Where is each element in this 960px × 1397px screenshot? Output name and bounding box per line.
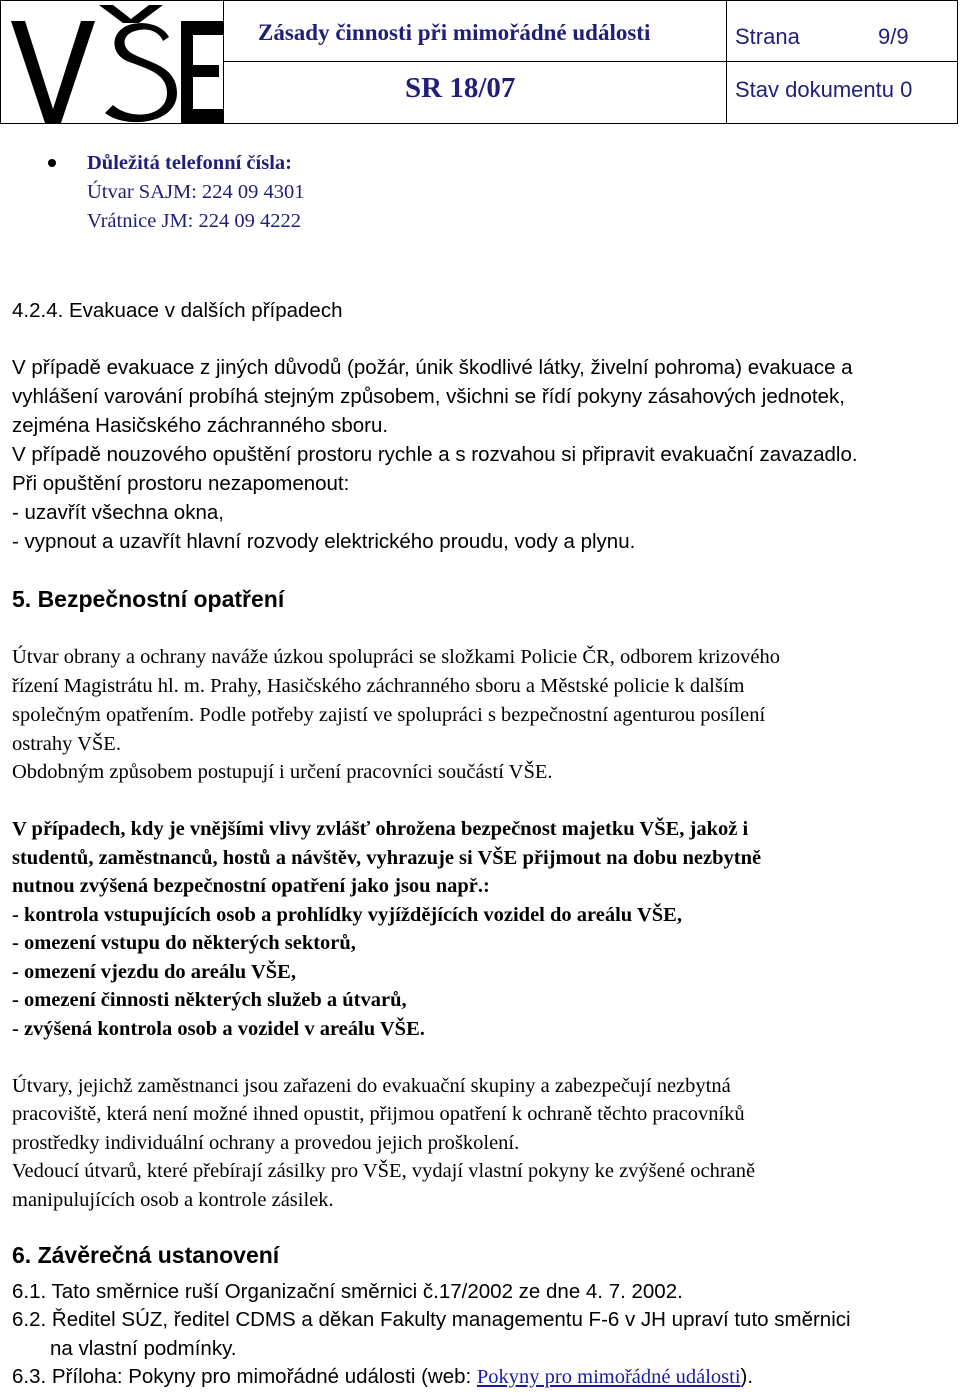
vse-logo-icon — [1, 1, 223, 123]
section-424-line: V případě evakuace z jiných důvodů (požár, únik škodlivé látky, živelní pohroma) evakuace a — [12, 356, 853, 379]
section-424-line: - uzavřít všechna okna, — [12, 501, 224, 524]
section-424-line: zejména Hasičského záchranného sboru. — [12, 414, 389, 437]
section-5-para2: Vedoucí útvarů, které přebírají zásilky pro VŠE, vydají vlastní pokyny ke zvýšené ochraně — [12, 1160, 756, 1182]
section-6-heading: 6. Závěrečná ustanovení — [12, 1242, 280, 1268]
section-5-para: Obdobným způsobem postupují i určení pracovníci součástí VŠE. — [12, 761, 553, 783]
section-5-para: společným opatřením. Podle potřeby zajistí ve spolupráci s bezpečnostní agenturou posílení — [12, 704, 766, 726]
section-424-line: - vypnout a uzavřít hlavní rozvody elektrického proudu, vody a plynu. — [12, 530, 636, 553]
page-number: 9/9 — [878, 24, 909, 49]
bullet-icon — [48, 159, 56, 167]
security-bold-line: - omezení vjezdu do areálu VŠE, — [12, 961, 296, 983]
section-5-heading: 5. Bezpečnostní opatření — [12, 586, 285, 612]
emergency-instructions-link[interactable]: Pokyny pro mimořádné události — [476, 1366, 741, 1388]
section-424-line: vyhlášení varování probíhá stejným způsobem, všichni se řídí pokyny zásahových jednotek, — [12, 385, 845, 408]
security-bold-line: - omezení vstupu do některých sektorů, — [12, 932, 356, 954]
security-bold-line: - kontrola vstupujících osob a prohlídky vyjíždějících vozidel do areálu VŠE, — [12, 904, 682, 926]
security-bold-line: - omezení činnosti některých služeb a útvarů, — [12, 989, 407, 1011]
security-bold-line: studentů, zaměstnanců, hostů a návštěv, vyhrazuje si VŠE přijmout na dobu nezbytně — [12, 847, 762, 869]
vse-logo — [1, 1, 224, 123]
document-title: Zásady činnosti při mimořádné události — [258, 20, 651, 45]
section-6-item-2-cont: na vlastní podmínky. — [50, 1337, 237, 1360]
document-code: SR 18/07 — [405, 72, 516, 104]
section-6-item-3-prefix: 6.3. Příloha: Pokyny pro mimořádné události (web: — [12, 1365, 477, 1388]
phones-title: Důležitá telefonní čísla: — [87, 152, 292, 174]
phone-line-sajm: Útvar SAJM: 224 09 4301 — [87, 181, 305, 203]
section-5-para: ostrahy VŠE. — [12, 733, 121, 755]
page-label: Strana — [735, 24, 800, 49]
section-5-para: Útvar obrany a ochrany naváže úzkou spolupráci se složkami Policie ČR, odborem krizového — [12, 646, 780, 668]
section-5-para2: prostředky individuální ochrany a provedou jejich proškolení. — [12, 1132, 520, 1154]
phone-line-vratnice: Vrátnice JM: 224 09 4222 — [87, 210, 301, 232]
section-5-para2: Útvary, jejichž zaměstnanci jsou zařazeni do evakuační skupiny a zabezpečují nezbytná — [12, 1075, 731, 1097]
section-5-para: řízení Magistrátu hl. m. Prahy, Hasičského záchranného sboru a Městské policie k dalším — [12, 675, 745, 697]
section-424-heading: 4.2.4. Evakuace v dalších případech — [12, 299, 343, 322]
section-6-item-3-suffix: ). — [740, 1365, 754, 1388]
security-bold-line: V případech, kdy je vnějšími vlivy zvlášť ohrožena bezpečnost majetku VŠE, jakož i — [12, 818, 749, 840]
security-bold-line: nutnou zvýšená bezpečnostní opatření jako jsou např.: — [12, 875, 490, 897]
section-6-item-3 — [12, 1363, 753, 1392]
section-5-para2: manipulujících osob a kontrole zásilek. — [12, 1189, 334, 1211]
document-status: Stav dokumentu 0 — [735, 77, 913, 102]
section-424-line: V případě nouzového opuštění prostoru rychle a s rozvahou si připravit evakuační zavazadlo. — [12, 443, 858, 466]
security-bold-line: - zvýšená kontrola osob a vozidel v areálu VŠE. — [12, 1018, 425, 1040]
document-header — [0, 0, 958, 124]
section-5-para2: pracoviště, která není možné ihned opustit, přijmou opatření k ochraně těchto pracovníků — [12, 1103, 745, 1125]
section-424-line: Při opuštění prostoru nezapomenout: — [12, 472, 350, 495]
section-6-item-2: 6.2. Ředitel SÚZ, ředitel CDMS a děkan Fakulty managementu F-6 v JH upraví tuto směrnici — [12, 1308, 851, 1331]
section-6-item-1: 6.1. Tato směrnice ruší Organizační směrnici č.17/2002 ze dne 4. 7. 2002. — [12, 1280, 683, 1303]
